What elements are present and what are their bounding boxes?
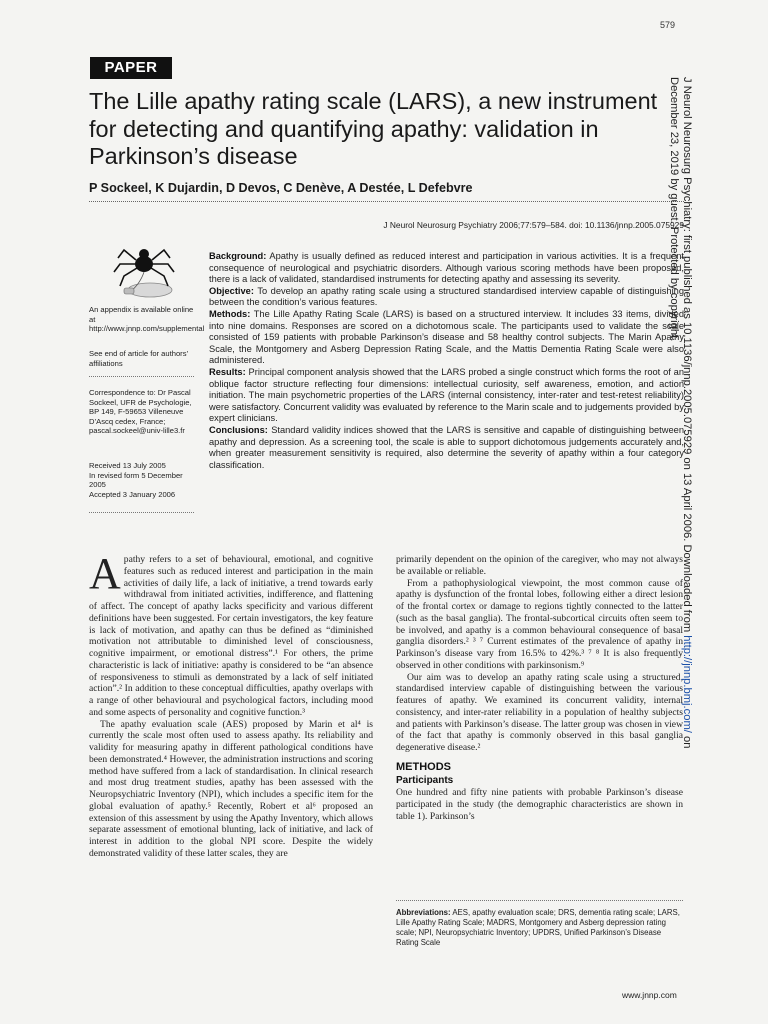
side-note-text-end: on December 23, 2019 by guest. Protected by copyright. (668, 77, 693, 749)
journal-site-link[interactable]: http://jnnp.bmj.com/ (681, 635, 693, 733)
sidebar-divider (89, 512, 194, 513)
divider (89, 201, 684, 202)
intro-paragraph (89, 549, 373, 719)
accepted-date: Accepted 3 January 2006 (89, 489, 176, 499)
sidebar-correspondence (89, 388, 194, 436)
affiliations-note: See end of article for authors’ affiliations (89, 349, 188, 368)
participants-heading: Participants (396, 774, 454, 786)
aes-paragraph: The apathy evaluation scale (AES) proposed by Marin et al⁴ is currently the scale most often used to assess apathy. Its reliability and validity for measuring apathy in different pathological conditions have been demonstrated.⁴ However, the administration instructions and scoring method have suffered from a lack of standardisation. In clinical research and most drug treatment studies, apathy has been assessed with the Neuropsychiatric Inventory (NPI), which includes a specific item for the global evaluation of apathy.⁵ Recently, Robert et al⁶ proposed an extension of this assessment by using the Apathy Inventory, which allows separate assessment of emotional blunting, lack of initiative, and lack of interest in addition to the global NPI score. Despite the widely demonstrated validity of these latter scales, they are (89, 718, 373, 859)
article-title: The Lille apathy rating scale (LARS), a new instrument for detecting and quantifying apathy: validation in Parkinson’s disease (89, 88, 658, 169)
paragraph-text: pathy refers to a set of behavioural, emotional, and cognitive features such as reduced interest and participation in the main activities of daily life, a lack of initiative, a trend towards early withdrawal from initiated activities, indifference, and flattening of affect. The concept of apathy lacks specificity and various different definitions have been suggested. For certain investigators, the key feature is lack of motivation, and apathy can thus be defined as “diminished motivation not attributable to diminished level of consciousness, cognitive impairment, or emotional distress”.¹ For others, the prime characteristic is lack of initiative: apathy is considered to be “an absence of responsiveness to stimuli as demonstrated by a lack of self initiated action”.² In addition to these conceptual difficulties, apathy overlaps with a range of other behavioural and psychological factors, including mood and some aspects of personality and cognitive function.³ (89, 554, 373, 718)
download-side-note (667, 77, 693, 797)
sidebar-divider (89, 376, 194, 377)
side-note-container (596, 24, 764, 1004)
caregiver-paragraph: primarily dependent on the opinion of the caregiver, who may not always be available or reliable. (396, 554, 683, 577)
methods-heading: METHODS (396, 760, 451, 773)
journal-url: www.jnnp.com (622, 990, 677, 1000)
sidebar-affiliations (89, 349, 194, 368)
body-column-left (89, 549, 373, 860)
sidebar-dates (89, 461, 194, 499)
objective-text: To develop an apathy rating scale using a structured standardised interview capable of distinguishing between the condition’s various features. (209, 285, 684, 308)
abbreviations-label: Abbreviations: (396, 908, 451, 917)
side-note-text: J Neurol Neurosurg Psychiatry: first published as 10.1136/jnnp.2005.075929 on 13 April 2006. Downloaded from (681, 77, 693, 636)
citation-line: J Neurol Neurosurg Psychiatry 2006;77:579–584. doi: 10.1136/jnnp.2005.075929 (383, 220, 684, 230)
correspondence-note: Correspondence to: Dr Pascal Sockeel, UFR de Psychologie, BP 149, F-59653 Villeneuve D’Ascq cedex, France; pascal.sockeel@univ-lille3.fr (89, 388, 192, 436)
results-label: Results: (209, 366, 246, 377)
conclusions-label: Conclusions: (209, 424, 268, 435)
revised-date: In revised form 5 December 2005 (89, 470, 183, 490)
drop-cap: A (89, 549, 121, 598)
pathophysiology-paragraph: From a pathophysiological viewpoint, the most common cause of apathy is dysfunction of the frontal lobes, following either a direct lesion of the frontal cortex or damage to regions tightly connected to the latter (such as the basal ganglia). The frontal-subcortical circuits often seem to be involved, and apathy is a common behavioural consequence of basal ganglia disorders.² ³ ⁷ Current estimates of the prevalence of apathy in Parkinson’s disease vary from 16.5% to 42%.³ ⁷ ⁸ It is also frequently observed in other conditions with parkinsonism.⁹ (396, 577, 683, 671)
appendix-note: An appendix is available online at http://www.jnnp.com/supplemental (89, 305, 205, 334)
background-label: Background: (209, 251, 267, 261)
article-type-badge: PAPER (90, 57, 172, 79)
methods-label: Methods: (209, 308, 251, 319)
objective-label: Objective: (209, 285, 254, 296)
author-list: P Sockeel, K Dujardin, D Devos, C Denève, A Destée, L Defebvre (89, 181, 473, 195)
aim-paragraph: Our aim was to develop an apathy rating scale using a structured, standardised interview capable of distinguishing between the various features of apathy. We examined its concurrent validity, internal consistency, and inter-rater reliability in a population of healthy subjects and patients with Parkinson’s disease. The latter group was chosen in view of the fact that apathy is commonly observed in this basal ganglia degenerative disease.² (396, 671, 683, 753)
page-number: 579 (660, 20, 676, 30)
methods-text: The Lille Apathy Rating Scale (LARS) is based on a structured interview. It includes 33 items, divided into nine domains. Responses are scored on a dichotomous scale. The participants used to validate the scale consisted of 159 patients with probable Parkinson’s disease and 58 healthy control subjects. The Marin Apathy Scale, the Montgomery and Asberg Depression Rating Scale, and the Mattis Dementia Rating Scale were also administered. (209, 308, 684, 366)
participants-paragraph: One hundred and fifty nine patients with probable Parkinson’s disease participated in the study (the demographic characteristics are shown in table 1). Parkinson’s (396, 787, 683, 822)
abbreviations-text: AES, apathy evaluation scale; DRS, dementia rating scale; LARS, Lille Apathy Rating Scale; MADRS, Montgomery and Asberg depression rating scale; NPI, Neuropsychiatric Inventory; UPDRS, Unified Parkinson’s Disease Rating Scale (396, 908, 680, 947)
online-supplement-icon (110, 242, 178, 302)
sidebar-appendix (89, 305, 205, 334)
background-text: Apathy is usually defined as reduced interest and participation in various activities. It is a frequent consequence of neurological and psychiatric disorders. Although various scoring methods have been proposed, there is a lack of validated, standardised instruments for detecting apathy and assessing its severity. (209, 251, 684, 285)
conclusions-text: Standard validity indices showed that the LARS is sensitive and capable of distinguishing between apathy and depression. As a screening tool, the scale is able to support dichotomous judgements accurately and, when greater measurement sensitivity is required, also determine the severity of apathy within a four category classification. (209, 424, 684, 470)
received-date: Received 13 July 2005 (89, 461, 166, 470)
results-text: Principal component analysis showed that the LARS probed a single construct which forms the root of an oblique factor structure reflecting four dimensions: intellectual curiosity, self awareness, emotion, and action initiation. The main psychometric properties of the LARS (internal consistency, inter-rater and test-retest reliability) were satisfactory. Concurrent validity was evaluated by reference to the Marin scale and to judgements provided by expert clinicians. (209, 366, 684, 424)
